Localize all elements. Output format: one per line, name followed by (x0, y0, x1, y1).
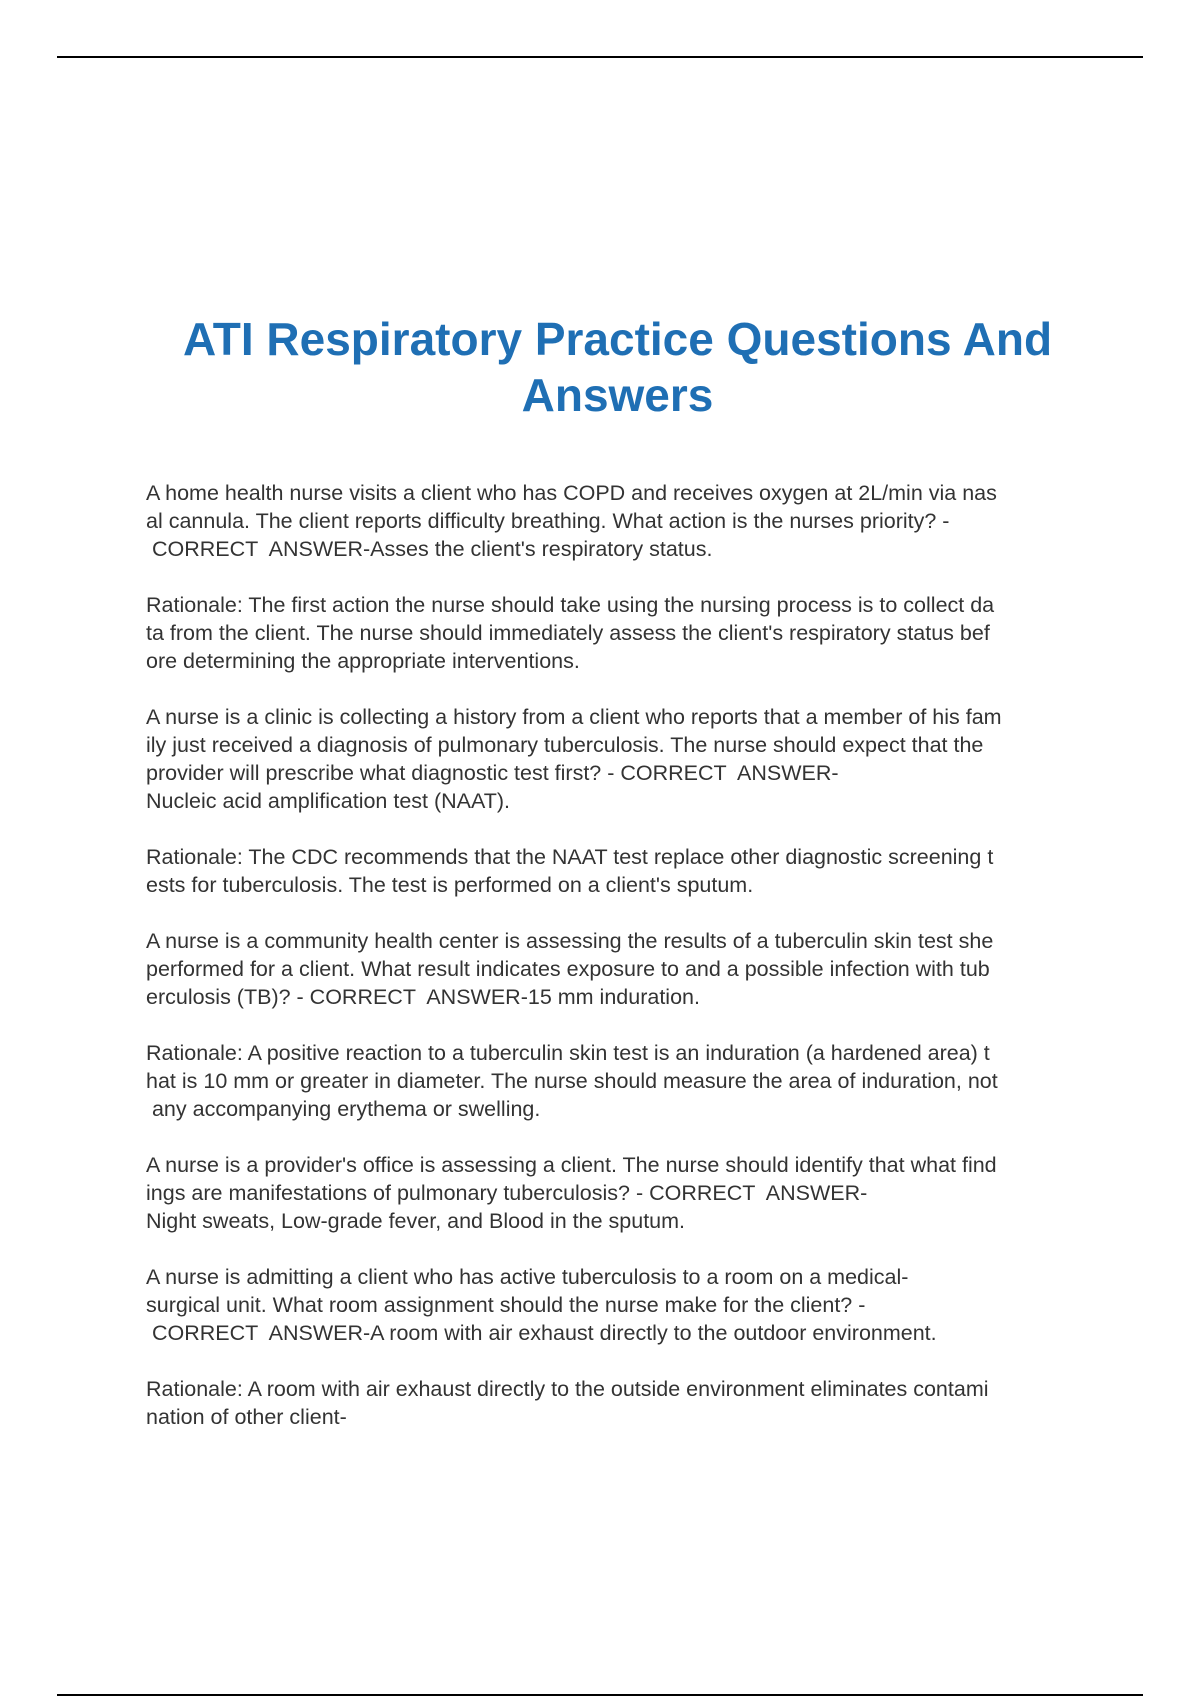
rationale-3 (146, 1039, 1096, 1123)
text-line: al cannula. The client reports difficulty breathing. What action is the nurses priority? - (146, 509, 950, 533)
title-line-1: ATI Respiratory Practice Questions And (182, 313, 1053, 365)
text-line: ore determining the appropriate interventions. (146, 649, 580, 673)
text-line: ings are manifestations of pulmonary tuberculosis? - CORRECT ANSWER- (146, 1181, 868, 1205)
text-line: surgical unit. What room assignment should the nurse make for the client? - (146, 1293, 866, 1317)
text-line: performed for a client. What result indicates exposure to and a possible infection with tub (146, 957, 990, 981)
text-line: Rationale: A room with air exhaust directly to the outside environment eliminates contami (146, 1377, 989, 1401)
question-3 (146, 927, 1096, 1011)
text-line: CORRECT ANSWER-A room with air exhaust directly to the outdoor environment. (146, 1321, 937, 1345)
bottom-rule (57, 1694, 1143, 1696)
text-line: ests for tuberculosis. The test is performed on a client's sputum. (146, 873, 754, 897)
text-line: hat is 10 mm or greater in diameter. The nurse should measure the area of induration, not (146, 1069, 998, 1093)
text-line: erculosis (TB)? - CORRECT ANSWER-15 mm induration. (146, 985, 700, 1009)
top-rule (57, 56, 1143, 58)
text-line: Rationale: The first action the nurse should take using the nursing process is to collect da (146, 593, 995, 617)
text-line: Nucleic acid amplification test (NAAT). (146, 789, 511, 813)
qa-content (146, 479, 1096, 1459)
question-1 (146, 479, 1096, 563)
page-title (100, 311, 1135, 423)
text-line: CORRECT ANSWER-Asses the client's respiratory status. (146, 537, 713, 561)
text-line: Night sweats, Low-grade fever, and Blood in the sputum. (146, 1209, 686, 1233)
title-line-2: Answers (521, 369, 714, 421)
text-line: A nurse is a community health center is assessing the results of a tuberculin skin test she (146, 929, 994, 953)
text-line: provider will prescribe what diagnostic test first? - CORRECT ANSWER- (146, 761, 839, 785)
question-4 (146, 1151, 1096, 1235)
text-line: A nurse is admitting a client who has active tuberculosis to a room on a medical- (146, 1265, 909, 1289)
text-line: any accompanying erythema or swelling. (146, 1097, 541, 1121)
question-2 (146, 703, 1096, 815)
text-line: Rationale: A positive reaction to a tuberculin skin test is an induration (a hardened area) t (146, 1041, 990, 1065)
text-line: nation of other client- (146, 1405, 347, 1429)
question-5 (146, 1263, 1096, 1347)
rationale-1 (146, 591, 1096, 675)
rationale-5 (146, 1375, 1096, 1431)
text-line: A home health nurse visits a client who has COPD and receives oxygen at 2L/min via nas (146, 481, 997, 505)
text-line: ta from the client. The nurse should immediately assess the client's respiratory status bef (146, 621, 990, 645)
text-line: A nurse is a clinic is collecting a history from a client who reports that a member of his fam (146, 705, 1002, 729)
text-line: ily just received a diagnosis of pulmonary tuberculosis. The nurse should expect that the (146, 733, 984, 757)
rationale-2 (146, 843, 1096, 899)
text-line: Rationale: The CDC recommends that the NAAT test replace other diagnostic screening t (146, 845, 994, 869)
text-line: A nurse is a provider's office is assessing a client. The nurse should identify that what find (146, 1153, 997, 1177)
